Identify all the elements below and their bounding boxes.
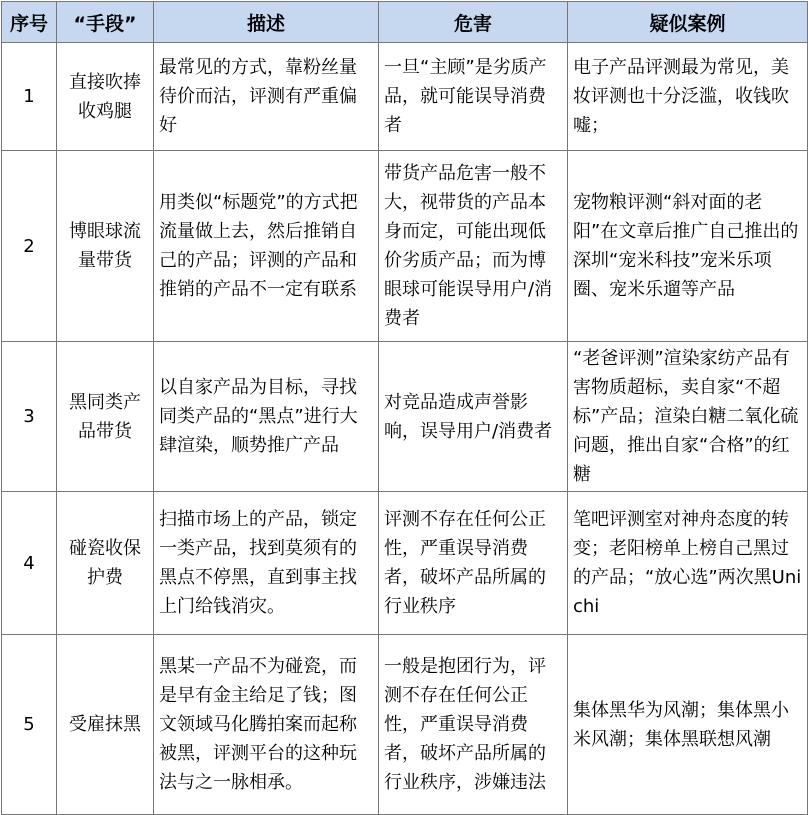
header-num: 序号	[2, 2, 57, 43]
row-case: 集体黑华为风潮；集体黑小米风潮；集体黑联想风潮	[568, 635, 808, 815]
row-number: 2	[2, 151, 57, 342]
header-harm: 危害	[379, 2, 568, 43]
table-row	[2, 151, 808, 342]
row-description: 最常见的方式，靠粉丝量待价而沽，评测有严重偏好	[154, 43, 379, 151]
row-number: 4	[2, 492, 57, 635]
row-description: 扫描市场上的产品，锁定一类产品，找到莫须有的黑点不停黑，直到事主找上门给钱消灾。	[154, 492, 379, 635]
table-row	[2, 43, 808, 151]
header-case: 疑似案例	[568, 2, 808, 43]
row-method: 黑同类产品带货	[57, 342, 154, 492]
header-desc: 描述	[154, 2, 379, 43]
row-method: 博眼球流量带货	[57, 151, 154, 342]
row-number: 3	[2, 342, 57, 492]
row-case: 电子产品评测最为常见，美妆评测也十分泛滥，收钱吹嘘；	[568, 43, 808, 151]
row-case: “老爸评测”渲染家纺产品有害物质超标，卖自家“不超标”产品；渲染白糖二氧化硫问题，推出自家“合格”的红糖	[568, 342, 808, 492]
comparison-table	[1, 1, 808, 815]
row-description: 用类似“标题党”的方式把流量做上去，然后推销自己的产品；评测的产品和推销的产品不一定有联系	[154, 151, 379, 342]
header-row	[2, 2, 808, 43]
row-harm: 评测不存在任何公正性，严重误导消费者，破坏产品所属的行业秩序	[379, 492, 568, 635]
row-harm: 一般是抱团行为，评测不存在任何公正性，严重误导消费者，破坏产品所属的行业秩序，涉嫌违法	[379, 635, 568, 815]
row-case: 笔吧评测室对神舟态度的转变；老阳榜单上榜自己黑过的产品；“放心选”两次黑Unichi	[568, 492, 808, 635]
row-number: 1	[2, 43, 57, 151]
row-description: 黑某一产品不为碰瓷，而是早有金主给足了钱；图文领域马化腾拍案而起称被黑，评测平台的这种玩法与之一脉相承。	[154, 635, 379, 815]
table-row	[2, 342, 808, 492]
row-harm: 对竞品造成声誉影响，误导用户/消费者	[379, 342, 568, 492]
row-description: 以自家产品为目标，寻找同类产品的“黑点”进行大肆渲染，顺势推广产品	[154, 342, 379, 492]
row-method: 碰瓷收保护费	[57, 492, 154, 635]
row-method: 直接吹捧收鸡腿	[57, 43, 154, 151]
row-harm: 带货产品危害一般不大，视带货的产品本身而定，可能出现低价劣质产品；而为博眼球可能误导用户/消费者	[379, 151, 568, 342]
row-harm: 一旦“主顾”是劣质产品，就可能误导消费者	[379, 43, 568, 151]
row-case: 宠物粮评测“斜对面的老阳”在文章后推广自己推出的深圳“宠米科技”宠米乐项圈、宠米乐遛等产品	[568, 151, 808, 342]
header-method: “手段”	[57, 2, 154, 43]
row-number: 5	[2, 635, 57, 815]
row-method: 受雇抹黑	[57, 635, 154, 815]
table-row	[2, 635, 808, 815]
table-row	[2, 492, 808, 635]
